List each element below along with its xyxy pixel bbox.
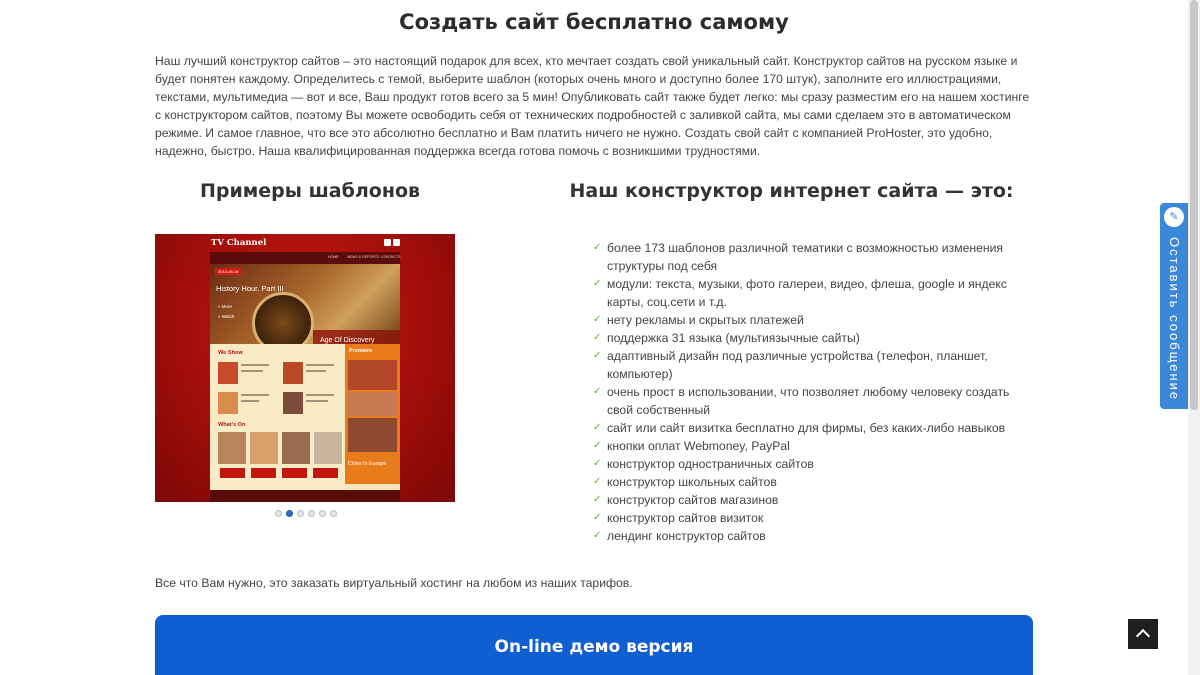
preview-button: [282, 468, 307, 478]
person-image: [218, 432, 246, 464]
preview-cities-caption: Cities In Europe: [345, 458, 400, 484]
template-preview-image[interactable]: [155, 234, 455, 502]
check-icon: ✓: [593, 242, 602, 253]
check-icon: ✓: [593, 458, 602, 469]
check-icon: ✓: [593, 440, 602, 451]
feature-item: [593, 383, 1013, 419]
thumb-caption-line: [306, 394, 334, 396]
carousel-dot[interactable]: [319, 510, 326, 517]
scroll-to-top-button[interactable]: [1128, 619, 1158, 649]
chat-bubble-icon: ✎: [1164, 207, 1184, 227]
check-icon: ✓: [593, 350, 602, 361]
carousel-dot-active[interactable]: [286, 510, 293, 517]
feature-text: нету рекламы и скрытых платежей: [607, 313, 804, 327]
check-icon: ✓: [593, 314, 602, 325]
preview-hero-caption: Age Of Discovery: [313, 330, 400, 354]
feature-text: кнопки оплат Webmoney, PayPal: [607, 439, 790, 453]
preview-hero-link: » More: [218, 304, 233, 309]
feature-item: [593, 509, 1013, 527]
feature-text: конструктор сайтов визиток: [607, 511, 764, 525]
feature-text: лендинг конструктор сайтов: [607, 529, 766, 543]
feature-item: [593, 329, 1013, 347]
chevron-up-icon: [1136, 629, 1150, 643]
preview-nav-item: HOME: [328, 255, 339, 259]
preview-button: [251, 468, 276, 478]
feature-item: [593, 311, 1013, 329]
preview-footer: [210, 490, 400, 502]
scrollbar[interactable]: [1188, 0, 1200, 675]
feature-text: адаптивный дизайн под различные устройства (телефон, планшет, компьютер): [607, 349, 988, 381]
preview-we-show-heading: We Show: [218, 350, 243, 356]
feature-item: [593, 239, 1013, 275]
preview-hero: [210, 264, 400, 344]
carousel-dot[interactable]: [330, 510, 337, 517]
carousel-dot[interactable]: [297, 510, 304, 517]
thumb-caption-line: [241, 394, 269, 396]
preview-hero-title: History Hour. Part III: [216, 284, 284, 293]
preview-hero-link: » Watch: [218, 314, 235, 319]
thumb-image: [283, 362, 303, 384]
feature-item: [593, 527, 1013, 545]
check-icon: ✓: [593, 332, 602, 343]
preview-site: [210, 252, 400, 502]
feature-item: [593, 491, 1013, 509]
preview-date: 2013-06-16: [215, 268, 241, 275]
check-icon: ✓: [593, 476, 602, 487]
page-title: Создать сайт бесплатно самому: [399, 10, 789, 34]
premiere-photo: [348, 392, 397, 416]
feature-item: [593, 437, 1013, 455]
feature-text: конструктор одностраничных сайтов: [607, 457, 814, 471]
preview-nav-item: NEWS & REPORTS: [347, 255, 380, 259]
preview-premiere-heading: Premiere: [349, 348, 373, 354]
check-icon: ✓: [593, 530, 602, 541]
online-demo-button[interactable]: On-line демо версия: [155, 615, 1033, 675]
feature-text: конструктор сайтов магазинов: [607, 493, 779, 507]
feature-item: [593, 347, 1013, 383]
preview-nav-item: CONTACTS: [381, 255, 401, 259]
facebook-icon: [393, 239, 400, 246]
feature-item: [593, 455, 1013, 473]
feature-text: очень прост в использовании, что позволяет любому человеку создать свой собственный: [607, 385, 1010, 417]
feature-text: модули: текста, музыки, фото галереи, видео, флеша, google и яндекс карты, соц.сети и т.д.: [607, 277, 1007, 309]
feature-text: поддержка 31 языка (мультиязычные сайты): [607, 331, 860, 345]
scrollbar-thumb[interactable]: [1190, 0, 1198, 410]
check-icon: ✓: [593, 278, 602, 289]
thumb-caption-line: [241, 400, 259, 402]
preview-whats-on-heading: What's On: [218, 422, 246, 428]
feature-text: конструктор школьных сайтов: [607, 475, 777, 489]
premiere-photo: [348, 360, 397, 390]
leave-message-label: Оставить сообщение: [1167, 237, 1182, 402]
thumb-caption-line: [241, 370, 263, 372]
check-icon: ✓: [593, 494, 602, 505]
feature-text: сайт или сайт визитка бесплатно для фирмы, без каких-либо навыков: [607, 421, 1006, 435]
templates-heading: Примеры шаблонов: [199, 180, 421, 202]
feature-item: [593, 473, 1013, 491]
feature-text: более 173 шаблонов различной тематики с возможностью изменения структуры под себя: [607, 241, 1003, 273]
feature-item: [593, 275, 1013, 311]
twitter-icon: [384, 239, 391, 246]
thumb-image: [218, 362, 238, 384]
check-icon: ✓: [593, 422, 602, 433]
leave-message-tab[interactable]: [1160, 203, 1188, 409]
preview-we-show: [210, 344, 345, 502]
check-icon: ✓: [593, 512, 602, 523]
carousel-dots: [275, 510, 341, 518]
thumb-caption-line: [241, 364, 269, 366]
person-image: [282, 432, 310, 464]
thumb-caption-line: [306, 370, 326, 372]
intro-text: Наш лучший конструктор сайтов – это настоящий подарок для всех, кто мечтает создать свой уникальный сайт. Конструктор сайтов на русском языке и будет понятен каждому. Определитесь с темой, выберите шаблон (которых очень много и доступно более 170 штук), заполните его иллюстрациями, текстами, мультимедиа — вот и все, Ваш продукт готов всего за 5 мин! Опубликовать сайт также будет легко: мы сразу разместим его на нашем хостинге с конструктором сайтов, поэтому Вы можете освободить себя от технических подробностей с заливкой сайта, мы сами сделаем это в автоматическом режиме. И самое главное, что все это абсолютно бесплатно и Вам платить ничего не нужно. Создать свой сайт с компанией ProHoster, это удобно, надежно, быстро. Наша квалифицированная поддержка всегда готова помочь с возникшими трудностями.: [155, 54, 1030, 158]
carousel-dot[interactable]: [275, 510, 282, 517]
thumb-image: [218, 392, 238, 414]
features-list: [593, 239, 1013, 545]
premiere-photo: [348, 418, 397, 452]
carousel-dot[interactable]: [308, 510, 315, 517]
preview-nav: [210, 252, 400, 264]
thumb-image: [283, 392, 303, 414]
order-hosting-text: Все что Вам нужно, это заказать виртуальный хостинг на любом из наших тарифов.: [155, 576, 633, 590]
check-icon: ✓: [593, 386, 602, 397]
feature-item: [593, 419, 1013, 437]
features-heading: Наш конструктор интернет сайта — это:: [569, 180, 1014, 202]
preview-button: [220, 468, 245, 478]
preview-button: [313, 468, 338, 478]
preview-brand: TV Channel: [211, 238, 267, 248]
person-image: [314, 432, 342, 464]
thumb-caption-line: [306, 400, 328, 402]
thumb-caption-line: [306, 364, 334, 366]
person-image: [250, 432, 278, 464]
